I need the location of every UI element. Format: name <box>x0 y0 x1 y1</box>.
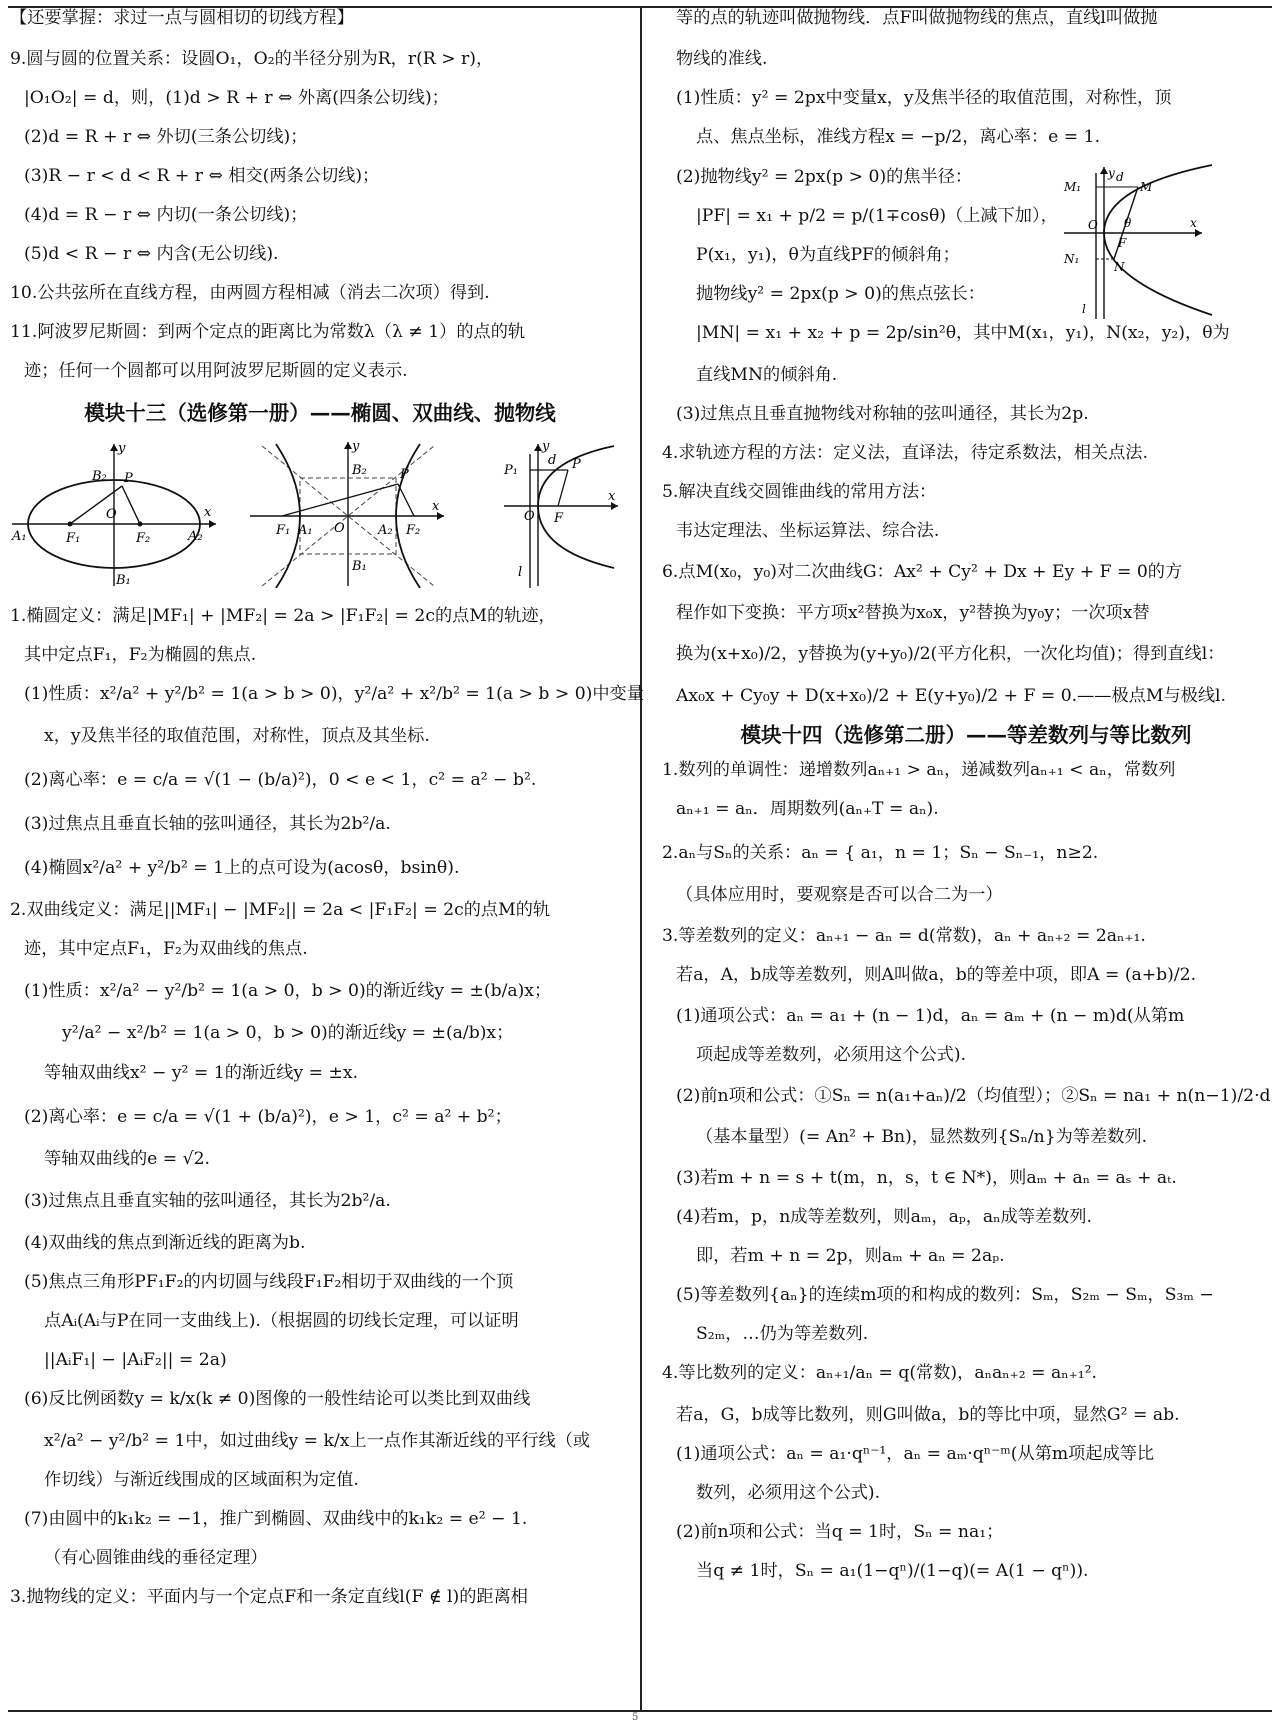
text-line: （具体应用时，要观察是否可以合二为一） <box>676 885 1003 905</box>
text-line: 若a，A，b成等差数列，则A叫做a，b的等差中项，即A = (a+b)/2. <box>676 965 1197 985</box>
text-line: 迹，其中定点F₁，F₂为双曲线的焦点. <box>24 939 308 959</box>
text-line: 9.圆与圆的位置关系：设圆O₁，O₂的半径分别为R，r(R > r)， <box>10 49 494 69</box>
text-line: (1)通项公式：aₙ = a₁ + (n − 1)d，aₙ = aₘ + (n − m)d(从第m <box>676 1006 1185 1026</box>
text-line: (5)等差数列{aₙ}的连续m项的和构成的数列：Sₘ，S₂ₘ − Sₘ，S₃ₘ − <box>676 1285 1214 1305</box>
fig-label: l <box>1082 302 1086 316</box>
fig-label: F <box>554 511 564 526</box>
text-line: 3.抛物线的定义：平面内与一个定点F和一条定直线l(F ∉ l)的距离相 <box>10 1587 528 1607</box>
fig-label: F <box>1118 236 1127 250</box>
text-line: (5)焦点三角形PF₁F₂的内切圆与线段F₁F₂相切于双曲线的一个顶 <box>24 1272 514 1292</box>
text-line: (3)过焦点且垂直实轴的弦叫通径，其长为2b²/a. <box>24 1191 391 1211</box>
text-line: (1)性质：x²/a² − y²/b² = 1(a > 0，b > 0)的渐近线y = ±(b/a)x； <box>24 981 552 1001</box>
text-line: y²/a² − x²/b² = 1(a > 0，b > 0)的渐近线y = ±(a/b)x； <box>62 1023 514 1043</box>
fig-label: d <box>1116 170 1124 184</box>
text-line: (3)过焦点且垂直长轴的弦叫通径，其长为2b²/a. <box>24 814 391 834</box>
text-line: (3)若m + n = s + t(m，n，s，t ∈ N*)，则aₘ + aₙ = aₛ + aₜ. <box>676 1168 1177 1188</box>
fig-label: x <box>432 499 440 514</box>
text-line: 等轴双曲线的e = √2. <box>44 1149 210 1169</box>
fig-label: y <box>1108 166 1115 180</box>
text-line: (2)前n项和公式：①Sₙ = n(a₁+aₙ)/2（均值型）；②Sₙ = na₁ + n(n−1)/2·d <box>676 1086 1271 1106</box>
text-line: (1)性质：y² = 2px中变量x，y及焦半径的取值范围，对称性，顶 <box>676 88 1172 108</box>
text-line: 等轴双曲线x² − y² = 1的渐近线y = ±x. <box>44 1063 359 1083</box>
fig-label: A₁ <box>298 523 313 538</box>
text-line: 换为(x+x₀)/2，y替换为(y+y₀)/2(平方化积，一次化均值)；得到直线l： <box>676 644 1225 664</box>
parabola-diagram <box>502 438 622 588</box>
text-line: (4)双曲线的焦点到渐近线的距离为b. <box>24 1233 306 1253</box>
text-line: 2.aₙ与Sₙ的关系：aₙ = { a₁，n = 1；Sₙ − Sₙ₋₁，n≥2. <box>662 843 1099 863</box>
text-line: (3)过焦点且垂直抛物线对称轴的弦叫通径，其长为2p. <box>676 404 1089 424</box>
fig-label: x <box>1190 216 1197 230</box>
text-line: ||AᵢF₁| − |AᵢF₂|| = 2a) <box>44 1350 227 1370</box>
text-line: (1)通项公式：aₙ = a₁·qⁿ⁻¹，aₙ = aₘ·qⁿ⁻ᵐ(从第m项起成等比 <box>676 1444 1155 1464</box>
text-line: 点、焦点坐标，准线方程x = −p/2，离心率：e = 1. <box>696 127 1101 147</box>
fig-label: B₂ <box>92 469 107 484</box>
text-line: (5)d < R − r ⇔ 内含(无公切线). <box>24 244 279 264</box>
fig-label: N₁ <box>1064 252 1080 266</box>
fig-label: B₂ <box>352 463 367 478</box>
text-line: 【还要掌握：求过一点与圆相切的切线方程】 <box>10 8 354 28</box>
text-line: |PF| = x₁ + p/2 = p/(1∓cosθ)（上减下加）， <box>696 206 1058 226</box>
text-line: 作切线）与渐近线围成的区域面积为定值. <box>44 1470 359 1490</box>
section-heading-14: 模块十四（选修第二册）——等差数列与等比数列 <box>740 723 1192 747</box>
left-column <box>10 8 644 1626</box>
text-line: （基本量型）(= An² + Bn)，显然数列{Sₙ/n}为等差数列. <box>696 1127 1148 1147</box>
text-line: |MN| = x₁ + x₂ + p = 2p/sin²θ，其中M(x₁，y₁)，N(x₂，y₂)，θ为 <box>696 323 1230 343</box>
text-line: 3.等差数列的定义：aₙ₊₁ − aₙ = d(常数)，aₙ + aₙ₊₂ = 2aₙ₊₁. <box>662 926 1146 946</box>
fig-label: B₁ <box>352 559 367 574</box>
text-line: (2)离心率：e = c/a = √(1 − (b/a)²)，0 < e < 1，c² = a² − b². <box>24 770 537 790</box>
text-line: (2)d = R + r ⇔ 外切(三条公切线)； <box>24 127 308 147</box>
text-line: 1.椭圆定义：满足|MF₁| + |MF₂| = 2a > |F₁F₂| = 2c的点M的轨迹， <box>10 606 556 626</box>
fig-label: O <box>1088 218 1098 232</box>
text-line: 项起成等差数列，必须用这个公式). <box>696 1045 966 1065</box>
parabola-focal-block <box>662 166 1270 316</box>
fig-label: l <box>518 565 523 580</box>
text-line: P(x₁，y₁)，θ为直线PF的倾斜角； <box>696 245 960 265</box>
text-line: 物线的准线. <box>676 49 768 69</box>
fig-label: P <box>572 457 581 472</box>
focal-chord-diagram <box>1062 163 1222 323</box>
text-line: 4.求轨迹方程的方法：定义法，直译法，待定系数法，相关点法. <box>662 443 1148 463</box>
fig-label: y <box>352 439 360 454</box>
page-number: 5 <box>632 1712 639 1723</box>
text-line: (2)抛物线y² = 2px(p > 0)的焦半径： <box>676 167 973 187</box>
fig-label: P₁ <box>504 463 518 478</box>
fig-label: F₂ <box>136 531 151 546</box>
fig-label: F₁ <box>66 531 81 546</box>
text-line: x，y及焦半径的取值范围，对称性，顶点及其坐标. <box>44 726 430 746</box>
text-line: 迹；任何一个圆都可以用阿波罗尼斯圆的定义表示. <box>24 361 408 381</box>
text-line: (2)离心率：e = c/a = √(1 + (b/a)²)，e > 1，c² = a² + b²； <box>24 1107 512 1127</box>
fig-label: P <box>400 467 409 482</box>
text-line: 10.公共弦所在直线方程，由两圆方程相减（消去二次项）得到. <box>10 283 490 303</box>
hyperbola-diagram <box>248 438 448 588</box>
text-line: (4)椭圆x²/a² + y²/b² = 1上的点可设为(acosθ，bsinθ). <box>24 858 460 878</box>
ellipse-diagram <box>10 438 220 588</box>
text-line: (4)若m，p，n成等差数列，则aₘ，aₚ，aₙ成等差数列. <box>676 1207 1092 1227</box>
text-line: x²/a² − y²/b² = 1中，如过曲线y = k/x上一点作其渐近线的平行线（或 <box>44 1431 591 1451</box>
text-line: 1.数列的单调性：递增数列aₙ₊₁ > aₙ，递减数列aₙ₊₁ < aₙ，常数列 <box>662 760 1176 780</box>
right-column <box>662 8 1270 1600</box>
fig-label: θ <box>1124 216 1132 230</box>
text-line: 数列，必须用这个公式). <box>696 1483 881 1503</box>
text-line: |O₁O₂| = d，则，(1)d > R + r ⇔ 外离(四条公切线)； <box>24 88 449 108</box>
text-line: (6)反比例函数y = k/x(k ≠ 0)图像的一般性结论可以类比到双曲线 <box>24 1389 531 1409</box>
text-line: 若a，G，b成等比数列，则G叫做a，b的等比中项，显然G² = ab. <box>676 1405 1180 1425</box>
text-line: 6.点M(x₀，y₀)对二次曲线G：Ax² + Cy² + Dx + Ey + F = 0的方 <box>662 562 1183 582</box>
text-line: Ax₀x + Cy₀y + D(x+x₀)/2 + E(y+y₀)/2 + F = 0.——极点M与极线l. <box>676 686 1226 706</box>
fig-label: O <box>106 507 117 522</box>
column-divider <box>640 6 642 1711</box>
fig-label: x <box>608 489 616 504</box>
bottom-rule <box>8 1710 1272 1712</box>
text-line: 等的点的轨迹叫做抛物线．点F叫做抛物线的焦点，直线l叫做抛 <box>676 8 1158 28</box>
text-line: 其中定点F₁，F₂为椭圆的焦点. <box>24 645 257 665</box>
text-line: 即，若m + n = 2p，则aₘ + aₙ = 2aₚ. <box>696 1246 1005 1266</box>
fig-label: A₂ <box>378 523 393 538</box>
text-line: (4)d = R − r ⇔ 内切(一条公切线)； <box>24 205 308 225</box>
text-line: 抛物线y² = 2px(p > 0)的焦点弦长： <box>696 284 985 304</box>
text-line: S₂ₘ，…仍为等差数列. <box>696 1324 869 1344</box>
fig-label: O <box>524 509 535 524</box>
fig-label: N <box>1114 260 1125 274</box>
text-line: 11.阿波罗尼斯圆：到两个定点的距离比为常数λ（λ ≠ 1）的点的轨 <box>10 322 526 342</box>
text-line: (1)性质：x²/a² + y²/b² = 1(a > b > 0)，y²/a² + x²/b² = 1(a > b > 0)中变量 <box>24 684 644 704</box>
text-line: （有心圆锥曲线的垂径定理） <box>44 1548 268 1568</box>
text-line: 点Aᵢ(Aᵢ与P在同一支曲线上).（根据圆的切线长定理，可以证明 <box>44 1311 519 1331</box>
fig-label: d <box>548 453 557 468</box>
fig-label: F₁ <box>276 523 291 538</box>
text-line: 当q ≠ 1时，Sₙ = a₁(1−qⁿ)/(1−q)(= A(1 − qⁿ)). <box>696 1561 1089 1581</box>
fig-label: O <box>334 521 345 536</box>
fig-label: M <box>1140 180 1153 194</box>
fig-label: B₁ <box>116 573 131 588</box>
text-line: 2.双曲线定义：满足||MF₁| − |MF₂|| = 2a < |F₁F₂| = 2c的点M的轨 <box>10 900 551 920</box>
text-line: 4.等比数列的定义：aₙ₊₁/aₙ = q(常数)，aₙaₙ₊₂ = aₙ₊₁². <box>662 1363 1097 1383</box>
text-line: (2)前n项和公式：当q = 1时，Sₙ = na₁； <box>676 1522 1004 1542</box>
fig-label: F₂ <box>406 523 421 538</box>
fig-label: M₁ <box>1064 180 1082 194</box>
conic-figures <box>10 438 630 588</box>
text-line: 5.解决直线交圆锥曲线的常用方法： <box>662 482 937 502</box>
fig-label: y <box>542 439 550 454</box>
section-heading-13: 模块十三（选修第一册）——椭圆、双曲线、抛物线 <box>84 401 556 425</box>
fig-label: y <box>118 441 126 456</box>
fig-label: A₁ <box>12 529 27 544</box>
text-line: (7)由圆中的k₁k₂ = −1，推广到椭圆、双曲线中的k₁k₂ = e² − 1. <box>24 1509 528 1529</box>
text-line: (3)R − r < d < R + r ⇔ 相交(两条公切线)； <box>24 166 380 186</box>
fig-label: A₂ <box>188 529 203 544</box>
text-line: 程作如下变换：平方项x²替换为x₀x，y²替换为y₀y；一次项x替 <box>676 603 1150 623</box>
fig-label: x <box>204 505 212 520</box>
fig-label: P <box>124 471 133 486</box>
text-line: 韦达定理法、坐标运算法、综合法. <box>676 521 940 541</box>
text-line: aₙ₊₁ = aₙ．周期数列(aₙ₊T = aₙ). <box>676 799 939 819</box>
text-line: 直线MN的倾斜角. <box>696 365 838 385</box>
